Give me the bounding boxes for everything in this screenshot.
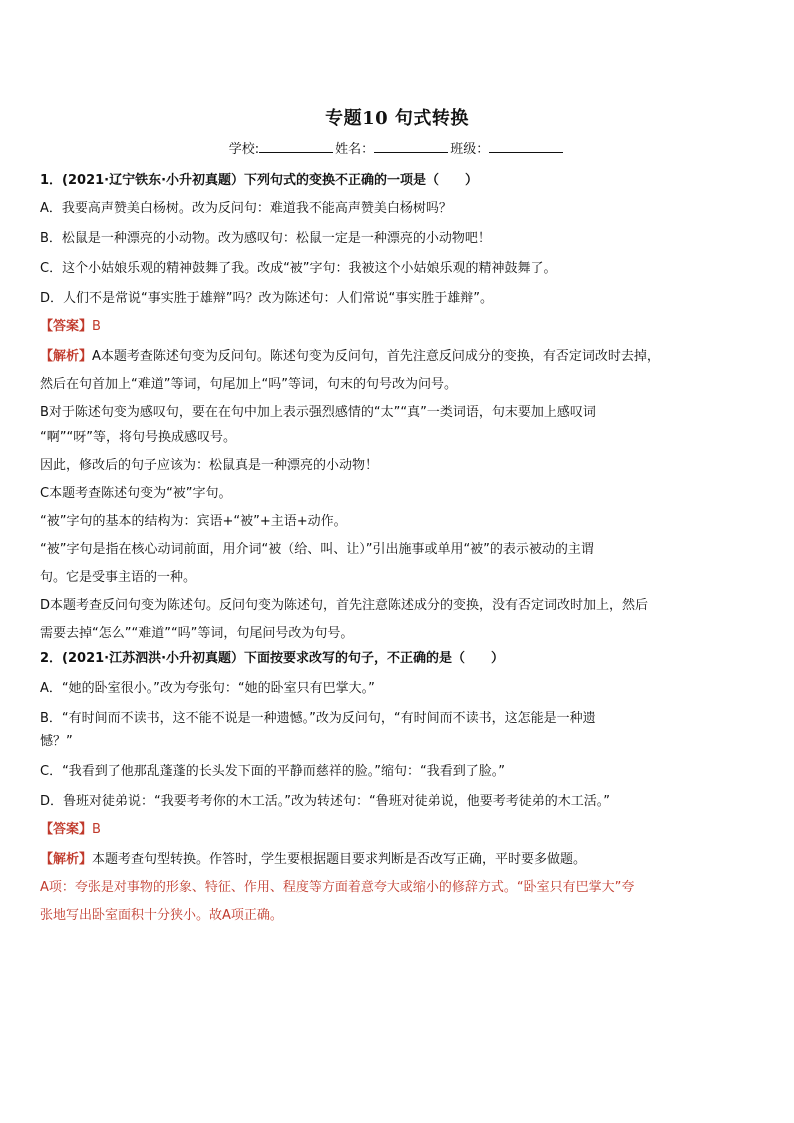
question-1-analysis-line: D本题考查反问句变为陈述句。反问句变为陈述句，首先注意陈述成分的变换，没有否定词改时加上，然后 [40,598,649,613]
question-1-analysis-line: “被”字句的基本的结构为：宾语+“被”+主语+动作。 [40,514,347,529]
answer-tag: 【答案】 [40,822,93,837]
name-label: 姓名： [335,142,375,157]
question-1-stem: 1．(2021·辽宁铁东·小升初真题）下列句式的变换不正确的一项是（ ） [40,173,479,188]
school-blank[interactable] [259,140,333,153]
question-1-analysis-line: 然后在句首加上“难道”等词，句尾加上“吗”等词，句末的句号改为问号。 [40,377,457,392]
questions-content [40,156,752,924]
school-label: 学校: [228,142,260,157]
analysis-text: A本题考查陈述句变为反问句。陈述句变为反问句，首先注意反问成分的变换，有否定词改时去掉， [92,349,660,364]
question-1-analysis-line: 因此，修改后的句子应该为：松鼠真是一种漂亮的小动物！ [40,458,379,473]
question-2-option-b: B．“有时间而不读书，这不能不说是一种遗憾。”改为反问句，“有时间而不读书，这怎能是一种遗 [40,711,596,726]
class-label: 班级： [450,142,490,157]
question-1-analysis-line: “被”字句是指在核心动词前面，用介词“被（给、叫、让）”引出施事或单用“被”的表示被动的主谓 [40,542,594,557]
answer-value: B [92,822,101,837]
analysis-tag: 【解析】 [40,852,93,867]
answer-tag: 【答案】 [40,319,93,334]
question-2-stem: 2．(2021·江苏泗洪·小升初真题）下面按要求改写的句子，不正确的是（ ） [40,651,505,666]
question-1-analysis-line: 句。它是受事主语的一种。 [40,570,197,585]
question-1-option-b: B．松鼠是一种漂亮的小动物。改为感叹句：松鼠一定是一种漂亮的小动物吧！ [40,231,491,246]
question-2-option-b-cont: 憾？” [40,734,73,749]
analysis-tag: 【解析】 [40,349,93,364]
question-1-analysis-line: “啊”“呀”等，将句号换成感叹号。 [40,430,236,445]
question-1-option-a: A．我要高声赞美白杨树。改为反问句：难道我不能高声赞美白杨树吗？ [40,201,452,216]
analysis-text: 本题考查句型转换。作答时，学生要根据题目要求判断是否改写正确，平时要多做题。 [92,852,587,867]
question-2-analysis-line [40,852,752,868]
page-title: 专题10 句式转换 [325,108,469,129]
question-2-analysis-line: A项：夸张是对事物的形象、特征、作用、程度等方面着意夸大或缩小的修辞方式。“卧室只有巴掌大”夸 [40,880,635,895]
question-2-option-c: C．“我看到了他那乱蓬蓬的长头发下面的平静而慈祥的脸。”缩句：“我看到了脸。” [40,764,506,779]
question-1-analysis-line: 需要去掉“怎么”“难道”“吗”等词，句尾问号改为句号。 [40,626,354,641]
question-1-analysis-line: B对于陈述句变为感叹句，要在在句中加上表示强烈感情的“太”“真”一类词语，句末要加上感叹词 [40,405,596,420]
question-1-answer [40,319,752,335]
question-2-option-a: A．“她的卧室很小。”改为夸张句：“她的卧室只有巴掌大。” [40,681,375,696]
question-2-option-d: D．鲁班对徒弟说：“我要考考你的木工活。”改为转述句：“鲁班对徒弟说，他要考考徒弟的木工活。” [40,794,610,809]
question-2-answer [40,822,752,838]
question-1-analysis-line [40,349,752,365]
question-1-analysis-line: C本题考查陈述句变为“被”字句。 [40,486,232,501]
question-1-option-c: C．这个小姑娘乐观的精神鼓舞了我。改成“被”字句：我被这个小姑娘乐观的精神鼓舞了。 [40,261,557,276]
name-blank[interactable] [374,140,448,153]
question-2-analysis-line: 张地写出卧室面积十分狭小。故A项正确。 [40,908,283,923]
student-info-line [0,138,794,157]
answer-value: B [92,319,101,334]
question-1-option-d: D．人们不是常说“事实胜于雄辩”吗？改为陈述句：人们常说“事实胜于雄辩”。 [40,291,493,306]
class-blank[interactable] [489,140,563,153]
